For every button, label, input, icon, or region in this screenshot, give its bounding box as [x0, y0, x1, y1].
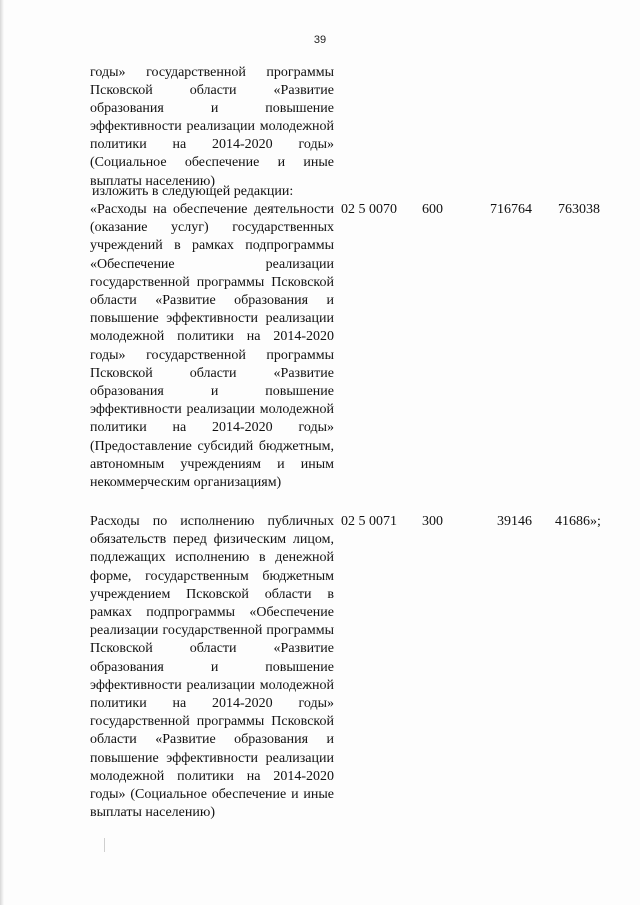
- budget-classification-code: 02 5 0071: [341, 514, 397, 529]
- amendment-instruction: изложить в следующей редакции:: [92, 184, 294, 199]
- amount-first-year: 39146: [497, 514, 532, 529]
- previous-entry-tail: годы» государственной программы Псковской области «Развитие образования и повышение эффективности реализации молодежной политики на 2014-2020 годы» (Социальное обеспечение и иные выплаты населению): [90, 65, 334, 189]
- scan-artifact: [104, 838, 105, 852]
- amount-second-year: 763038: [558, 202, 600, 217]
- expense-type-code: 600: [422, 202, 443, 217]
- expense-description: «Расходы на обеспечение деятельности (оказание услуг) государственных учреждений в рамках подпрограммы «Обеспечение реализации государственной программы Псковской области «Развитие образования и повышение эффективности реализации молодежной политики на 2014-2020 годы» государственной программы Псковской области «Развитие образования и повышение эффективности реализации молодежной политики на 2014-2020 годы» (Предоставление субсидий бюджетным, автономным учреждениям и иным некоммерческим организациям): [90, 202, 334, 491]
- page-number: 39: [313, 34, 327, 46]
- expense-description: Расходы по исполнению публичных обязательств перед физическим лицом, подлежащих исполнению в денежной форме, государственным бюджетным учреждением Псковской области в рамках подпрограммы «Обеспечение реализации государственной программы Псковской области «Развитие образования и повышение эффективности реализации молодежной политики на 2014-2020 годы» государственной программы Псковской области «Развитие образования и повышение эффективности реализации молодежной политики на 2014-2020 годы» (Социальное обеспечение и иные выплаты населению): [90, 514, 334, 821]
- budget-classification-code: 02 5 0070: [341, 202, 397, 217]
- amount-second-year: 41686»;: [555, 514, 601, 529]
- expense-type-code: 300: [422, 514, 443, 529]
- amount-first-year: 716764: [490, 202, 532, 217]
- scan-edge-shadow: [0, 0, 4, 905]
